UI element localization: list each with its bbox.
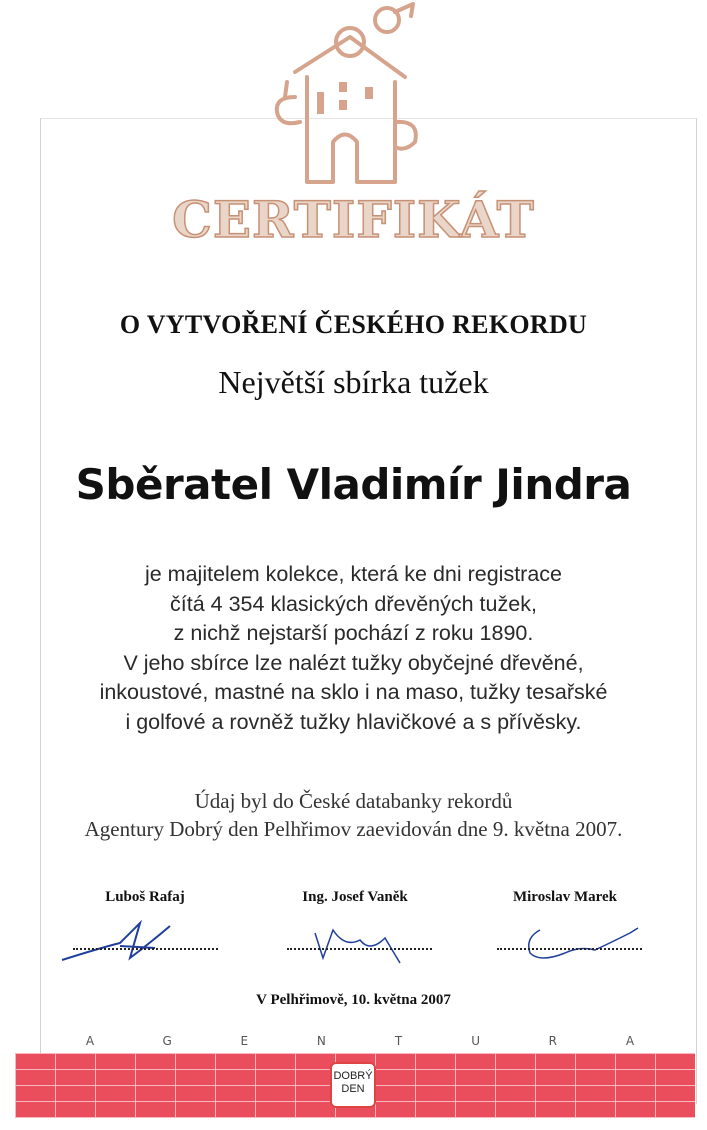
logo-text: DOBRÝ: [333, 1070, 373, 1082]
record-holder: Sběratel Vladimír Jindra: [75, 460, 632, 509]
signature-line: [287, 948, 432, 950]
house-mascot-logo: [255, 2, 435, 192]
signatory-name: Miroslav Marek: [512, 889, 617, 905]
signature-vanek: [305, 918, 415, 968]
record-name: Největší sbírka tužek: [218, 364, 489, 400]
description-line: čítá 4 354 klasických dřevěných tužek,: [170, 591, 537, 616]
place-date: V Pelhřimově, 10. května 2007: [256, 992, 451, 1008]
description-line: inkoustové, mastné na sklo i na maso, tužky tesařské: [99, 680, 608, 704]
agency-letters: [80, 1034, 640, 1048]
description-line: je majitelem kolekce, která ke dni registrace: [144, 562, 563, 586]
record-description: [0, 560, 707, 737]
registration-note: [0, 787, 707, 843]
description-line: i golfové a rovněž tužky hlavičkové a s přívěsky.: [125, 709, 582, 734]
agency-letter: N: [316, 1034, 326, 1048]
signatory-name: Luboš Rafaj: [105, 889, 185, 905]
agency-letter: U: [471, 1034, 481, 1048]
signature-line: [497, 948, 642, 950]
signature-rafaj: [60, 918, 190, 968]
description-line: V jeho sbírce lze nalézt tužky obyčejné dřevěné,: [123, 650, 584, 675]
signatory-name: Ing. Josef Vaněk: [302, 889, 408, 905]
agency-letter: R: [548, 1034, 558, 1048]
signature-marek: [520, 918, 650, 968]
agency-letter: A: [85, 1034, 95, 1048]
logo-text: DEN: [341, 1083, 365, 1095]
note-line: Agentury Dobrý den Pelhřimov zaevidován dne 9. května 2007.: [84, 817, 623, 841]
agency-letter: E: [240, 1034, 249, 1048]
certificate-title: CERTIFIKÁT: [172, 190, 535, 249]
dobry-den-logo: [330, 1062, 376, 1108]
certificate-subtitle: O VYTVOŘENÍ ČESKÉHO REKORDU: [119, 310, 588, 339]
agency-letter: A: [625, 1034, 635, 1048]
signature-line: [73, 948, 218, 950]
description-line: z nichž nejstarší pochází z roku 1890.: [173, 621, 534, 645]
agency-letter: G: [162, 1034, 172, 1048]
note-line: Údaj byl do České databanky rekordů: [194, 789, 513, 813]
agency-letter: T: [394, 1034, 403, 1048]
